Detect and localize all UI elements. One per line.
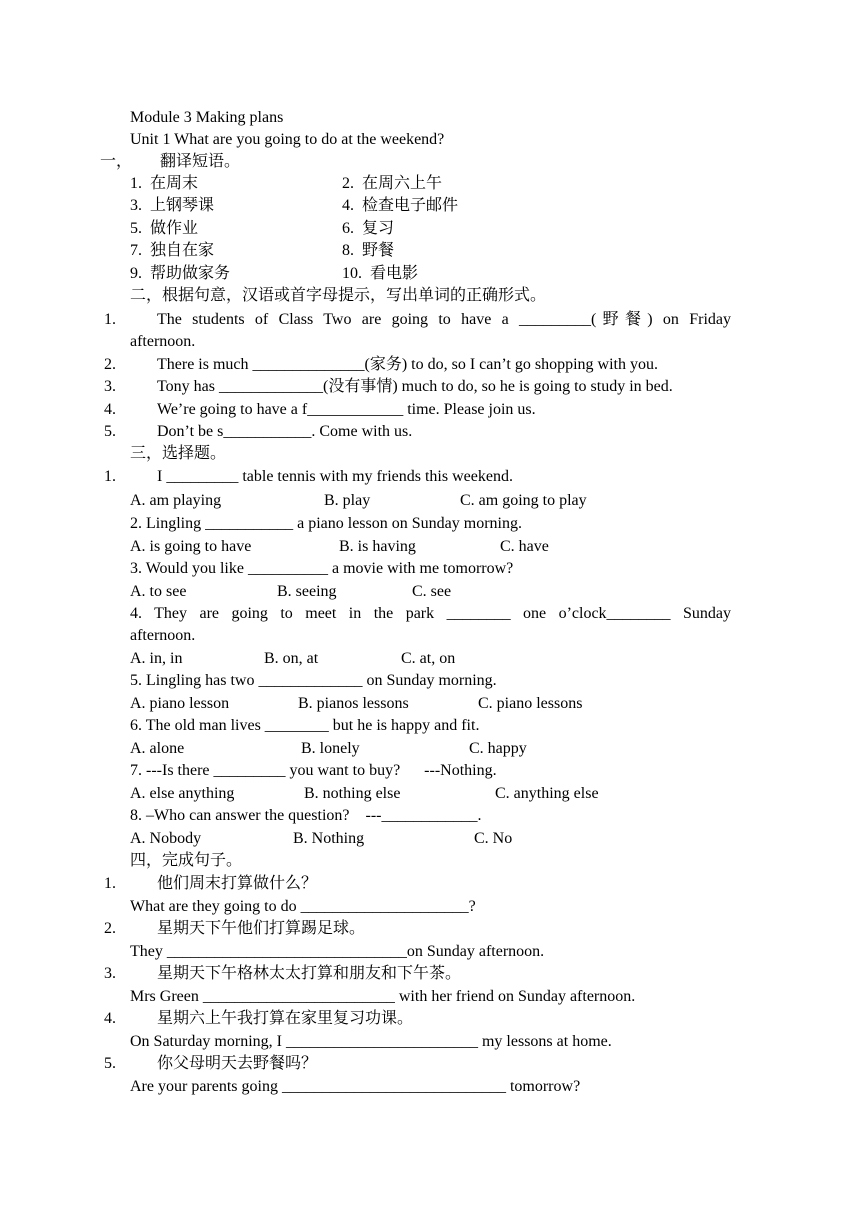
choice-option: A. alone	[130, 740, 185, 757]
part1-title: 翻译短语。	[160, 153, 241, 170]
part1-number: 一，	[100, 153, 133, 170]
phrase-item: 10. 看电影	[342, 265, 419, 282]
fill-blank-question: There is much ______________(家务) to do, so I can’t go shopping with you.	[157, 356, 658, 373]
chinese-prompt: 你父母明天去野餐吗？	[157, 1055, 318, 1072]
question-number: 2.	[104, 356, 116, 373]
phrase-item: 7. 独自在家	[130, 242, 215, 259]
choice-option: C. happy	[469, 740, 527, 757]
fill-blank-question: We’re going to have a f____________ time. Please join us.	[157, 401, 536, 418]
module-title: Module 3 Making plans	[130, 109, 284, 126]
english-answer-line: On Saturday morning, I ________________________ my lessons at home.	[130, 1033, 612, 1050]
choice-option: A. to see	[130, 583, 187, 600]
phrase-item: 8. 野餐	[342, 242, 395, 259]
choice-option: C. see	[412, 583, 452, 600]
choice-option: A. is going to have	[130, 538, 252, 555]
question-number: 1.	[104, 468, 116, 485]
choice-option: A. am playing	[130, 492, 222, 509]
fill-blank-question: The students of Class Two are going to have a _________(野餐) on Friday	[157, 311, 731, 328]
phrase-item: 3. 上钢琴课	[130, 197, 215, 214]
phrase-item: 5. 做作业	[130, 220, 199, 237]
fill-blank-question: Tony has _____________(没有事情) much to do, so he is going to study in bed.	[157, 378, 673, 395]
choice-question: 4. They are going to meet in the park ________ one o’clock________ Sunday	[130, 605, 731, 622]
choice-question: 8. –Who can answer the question? ---____________.	[130, 807, 482, 824]
part4-title: 四，完成句子。	[130, 852, 243, 869]
choice-option: B. on, at	[264, 650, 319, 667]
choice-question: 3. Would you like __________ a movie with me tomorrow?	[130, 560, 514, 577]
choice-question: 5. Lingling has two _____________ on Sunday morning.	[130, 672, 497, 689]
choice-question: 7. ---Is there _________ you want to buy? ---Nothing.	[130, 762, 497, 779]
choice-option: B. nothing else	[304, 785, 401, 802]
chinese-prompt: 他们周末打算做什么？	[157, 875, 318, 892]
choice-option: C. piano lessons	[478, 695, 583, 712]
phrase-item: 9. 帮助做家务	[130, 265, 231, 282]
part3-title: 三，选择题。	[130, 445, 227, 462]
choice-option: B. seeing	[277, 583, 337, 600]
question-number: 5.	[104, 1055, 116, 1072]
question-number: 1.	[104, 875, 116, 892]
unit-title: Unit 1 What are you going to do at the weekend?	[130, 131, 445, 148]
phrase-item: 1. 在周末	[130, 175, 199, 192]
choice-question: 2. Lingling ___________ a piano lesson on Sunday morning.	[130, 515, 522, 532]
phrase-item: 6. 复习	[342, 220, 395, 237]
question-number: 5.	[104, 423, 116, 440]
question-number: 4.	[104, 1010, 116, 1027]
part2-title: 二，根据句意，汉语或首字母提示，写出单词的正确形式。	[130, 287, 547, 304]
choice-option: B. lonely	[301, 740, 360, 757]
choice-option: C. at, on	[401, 650, 456, 667]
choice-option: A. else anything	[130, 785, 235, 802]
choice-option: C. am going to play	[460, 492, 587, 509]
choice-question: 6. The old man lives ________ but he is happy and fit.	[130, 717, 480, 734]
fill-blank-continuation: afternoon.	[130, 333, 196, 350]
question-number: 4.	[104, 401, 116, 418]
choice-option: A. piano lesson	[130, 695, 230, 712]
choice-question: I _________ table tennis with my friends this weekend.	[157, 468, 513, 485]
choice-option: B. Nothing	[293, 830, 365, 847]
question-number: 2.	[104, 920, 116, 937]
question-number: 1.	[104, 311, 116, 328]
chinese-prompt: 星期天下午格林太太打算和朋友和下午茶。	[157, 965, 462, 982]
question-number: 3.	[104, 965, 116, 982]
phrase-item: 4. 检查电子邮件	[342, 197, 459, 214]
choice-option: B. play	[324, 492, 371, 509]
question-number: 3.	[104, 378, 116, 395]
choice-option: B. pianos lessons	[298, 695, 409, 712]
choice-question-continuation: afternoon.	[130, 627, 196, 644]
choice-option: A. in, in	[130, 650, 183, 667]
english-answer-line: Mrs Green ________________________ with her friend on Sunday afternoon.	[130, 988, 636, 1005]
english-answer-line: Are your parents going ____________________________ tomorrow?	[130, 1078, 581, 1095]
choice-option: A. Nobody	[130, 830, 202, 847]
choice-option: C. No	[474, 830, 513, 847]
choice-option: C. have	[500, 538, 549, 555]
choice-option: C. anything else	[495, 785, 599, 802]
fill-blank-question: Don’t be s___________. Come with us.	[157, 423, 413, 440]
choice-option: B. is having	[339, 538, 416, 555]
english-answer-line: They ______________________________on Sunday afternoon.	[130, 943, 545, 960]
chinese-prompt: 星期六上午我打算在家里复习功课。	[157, 1010, 414, 1027]
phrase-item: 2. 在周六上午	[342, 175, 443, 192]
english-answer-line: What are they going to do _____________________?	[130, 898, 476, 915]
chinese-prompt: 星期天下午他们打算踢足球。	[157, 920, 366, 937]
